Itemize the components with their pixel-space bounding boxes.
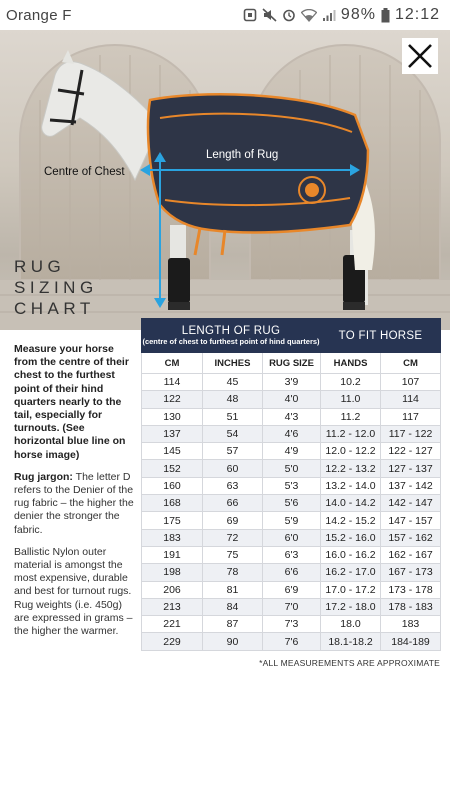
table-cell: 4'0 bbox=[263, 391, 321, 408]
table-row bbox=[142, 408, 441, 425]
battery-percent: 98% bbox=[340, 6, 376, 23]
close-button[interactable] bbox=[402, 38, 438, 74]
table-cell: 147 - 157 bbox=[381, 512, 441, 529]
table-cell: 13.2 - 14.0 bbox=[321, 477, 381, 494]
table-row bbox=[142, 495, 441, 512]
table-cell: 14.2 - 15.2 bbox=[321, 512, 381, 529]
col-header-hands: HANDS bbox=[321, 353, 381, 374]
table-cell: 15.2 - 16.0 bbox=[321, 529, 381, 546]
table-cell: 48 bbox=[203, 391, 263, 408]
table-cell: 160 bbox=[142, 477, 203, 494]
table-cell: 12.0 - 12.2 bbox=[321, 443, 381, 460]
carrier-name: Orange F bbox=[6, 6, 72, 24]
table-cell: 6'0 bbox=[263, 529, 321, 546]
table-row bbox=[142, 443, 441, 460]
table-cell: 11.0 bbox=[321, 391, 381, 408]
table-cell: 72 bbox=[203, 529, 263, 546]
table-row bbox=[142, 374, 441, 391]
centre-of-chest-label: Centre of Chest bbox=[44, 166, 125, 178]
close-icon bbox=[407, 43, 433, 69]
table-cell: 137 - 142 bbox=[381, 477, 441, 494]
table-cell: 66 bbox=[203, 495, 263, 512]
table-row bbox=[142, 460, 441, 477]
col-header-cm: CM bbox=[142, 353, 203, 374]
ballistic-nylon-note: Ballistic Nylon outer material is amongst the most expensive, durable and best for turnout rugs. Rug weights (i.e. 450g) are expressed in grams – the higher the warmer. bbox=[14, 545, 133, 638]
table-cell: 213 bbox=[142, 598, 203, 615]
heading-line: SIZING bbox=[14, 278, 98, 297]
rug-sizing-chart-heading bbox=[14, 256, 98, 319]
table-cell: 5'6 bbox=[263, 495, 321, 512]
table-cell: 107 bbox=[381, 374, 441, 391]
table-cell: 221 bbox=[142, 616, 203, 633]
table-cell: 16.0 - 16.2 bbox=[321, 546, 381, 563]
alarm-icon bbox=[282, 8, 296, 22]
heading-line: CHART bbox=[14, 299, 95, 318]
table-cell: 145 bbox=[142, 443, 203, 460]
status-icons bbox=[243, 6, 440, 24]
table-cell: 84 bbox=[203, 598, 263, 615]
table-cell: 78 bbox=[203, 564, 263, 581]
table-cell: 183 bbox=[381, 616, 441, 633]
table-cell: 45 bbox=[203, 374, 263, 391]
table-cell: 191 bbox=[142, 546, 203, 563]
mute-icon bbox=[262, 8, 277, 22]
length-of-rug-label: Length of Rug bbox=[206, 149, 279, 161]
table-row bbox=[142, 546, 441, 563]
table-cell: 11.2 - 12.0 bbox=[321, 425, 381, 442]
table-cell: 4'3 bbox=[263, 408, 321, 425]
signal-icon bbox=[322, 9, 336, 22]
table-cell: 5'9 bbox=[263, 512, 321, 529]
table-cell: 157 - 162 bbox=[381, 529, 441, 546]
rug-jargon-title: Rug jargon: bbox=[14, 470, 73, 483]
wifi-icon bbox=[301, 9, 317, 22]
clock: 12:12 bbox=[394, 6, 440, 23]
table-cell: 114 bbox=[381, 391, 441, 408]
table-cell: 81 bbox=[203, 581, 263, 598]
table-cell: 69 bbox=[203, 512, 263, 529]
measure-instructions: Measure your horse from the centre of their chest to the furthest point of their hind quarters nearly to the tail, especially for turnouts. (See horizontal blue line on horse image) bbox=[14, 343, 129, 461]
table-cell: 7'6 bbox=[263, 633, 321, 650]
table-cell: 152 bbox=[142, 460, 203, 477]
table-cell: 11.2 bbox=[321, 408, 381, 425]
table-row bbox=[142, 512, 441, 529]
table-cell: 60 bbox=[203, 460, 263, 477]
table-cell: 6'3 bbox=[263, 546, 321, 563]
table-row bbox=[142, 529, 441, 546]
table-cell: 168 bbox=[142, 495, 203, 512]
table-cell: 7'3 bbox=[263, 616, 321, 633]
table-cell: 127 - 137 bbox=[381, 460, 441, 477]
table-cell: 184-189 bbox=[381, 633, 441, 650]
battery-icon bbox=[381, 8, 390, 23]
measurement-footnote: *ALL MEASUREMENTS ARE APPROXIMATE bbox=[259, 658, 440, 668]
table-cell: 4'9 bbox=[263, 443, 321, 460]
table-cell: 10.2 bbox=[321, 374, 381, 391]
col-header-horse-cm: CM bbox=[381, 353, 441, 374]
table-cell: 206 bbox=[142, 581, 203, 598]
table-cell: 114 bbox=[142, 374, 203, 391]
table-cell: 167 - 173 bbox=[381, 564, 441, 581]
table-cell: 4'6 bbox=[263, 425, 321, 442]
table-cell: 173 - 178 bbox=[381, 581, 441, 598]
table-cell: 183 bbox=[142, 529, 203, 546]
table-cell: 162 - 167 bbox=[381, 546, 441, 563]
table-cell: 142 - 147 bbox=[381, 495, 441, 512]
table-cell: 137 bbox=[142, 425, 203, 442]
status-bar bbox=[0, 0, 450, 30]
table-row bbox=[142, 477, 441, 494]
length-of-rug-subtitle: (centre of chest to furthest point of hind quarters) bbox=[142, 336, 320, 346]
table-cell: 57 bbox=[203, 443, 263, 460]
sizing-description bbox=[14, 343, 136, 647]
heading-line: RUG bbox=[14, 257, 66, 276]
to-fit-horse-header: TO FIT HORSE bbox=[321, 319, 441, 353]
length-of-rug-title: LENGTH OF RUG bbox=[181, 324, 281, 337]
rug-jargon-text: The letter D refers to the Denier of the rug fabric – the higher the denier the stronger the fabric. bbox=[14, 470, 134, 536]
table-cell: 6'9 bbox=[263, 581, 321, 598]
length-of-rug-header bbox=[142, 319, 321, 353]
table-cell: 5'3 bbox=[263, 477, 321, 494]
table-row bbox=[142, 425, 441, 442]
table-cell: 63 bbox=[203, 477, 263, 494]
table-cell: 17.2 - 18.0 bbox=[321, 598, 381, 615]
table-body bbox=[142, 374, 441, 651]
table-row bbox=[142, 633, 441, 650]
table-cell: 87 bbox=[203, 616, 263, 633]
table-cell: 229 bbox=[142, 633, 203, 650]
table-cell: 117 bbox=[381, 408, 441, 425]
table-cell: 198 bbox=[142, 564, 203, 581]
table-cell: 175 bbox=[142, 512, 203, 529]
table-cell: 17.0 - 17.2 bbox=[321, 581, 381, 598]
rug-jargon bbox=[14, 471, 136, 537]
table-cell: 3'9 bbox=[263, 374, 321, 391]
table-cell: 75 bbox=[203, 546, 263, 563]
table-cell: 117 - 122 bbox=[381, 425, 441, 442]
table-cell: 90 bbox=[203, 633, 263, 650]
table-cell: 18.0 bbox=[321, 616, 381, 633]
horse-rug-image bbox=[0, 30, 450, 330]
table-cell: 12.2 - 13.2 bbox=[321, 460, 381, 477]
table-cell: 122 - 127 bbox=[381, 443, 441, 460]
table-cell: 122 bbox=[142, 391, 203, 408]
table-row bbox=[142, 598, 441, 615]
table-cell: 6'6 bbox=[263, 564, 321, 581]
table-cell: 130 bbox=[142, 408, 203, 425]
table-row bbox=[142, 564, 441, 581]
table-cell: 14.0 - 14.2 bbox=[321, 495, 381, 512]
table-cell: 16.2 - 17.0 bbox=[321, 564, 381, 581]
table-row bbox=[142, 581, 441, 598]
table-cell: 5'0 bbox=[263, 460, 321, 477]
col-header-rug-size: RUG SIZE bbox=[263, 353, 321, 374]
table-row bbox=[142, 616, 441, 633]
table-row bbox=[142, 391, 441, 408]
table-cell: 54 bbox=[203, 425, 263, 442]
table-cell: 7'0 bbox=[263, 598, 321, 615]
table-cell: 51 bbox=[203, 408, 263, 425]
rug-sizing-table bbox=[141, 318, 441, 651]
col-header-inches: INCHES bbox=[203, 353, 263, 374]
nfc-icon bbox=[243, 8, 257, 22]
table-cell: 18.1-18.2 bbox=[321, 633, 381, 650]
table-cell: 178 - 183 bbox=[381, 598, 441, 615]
